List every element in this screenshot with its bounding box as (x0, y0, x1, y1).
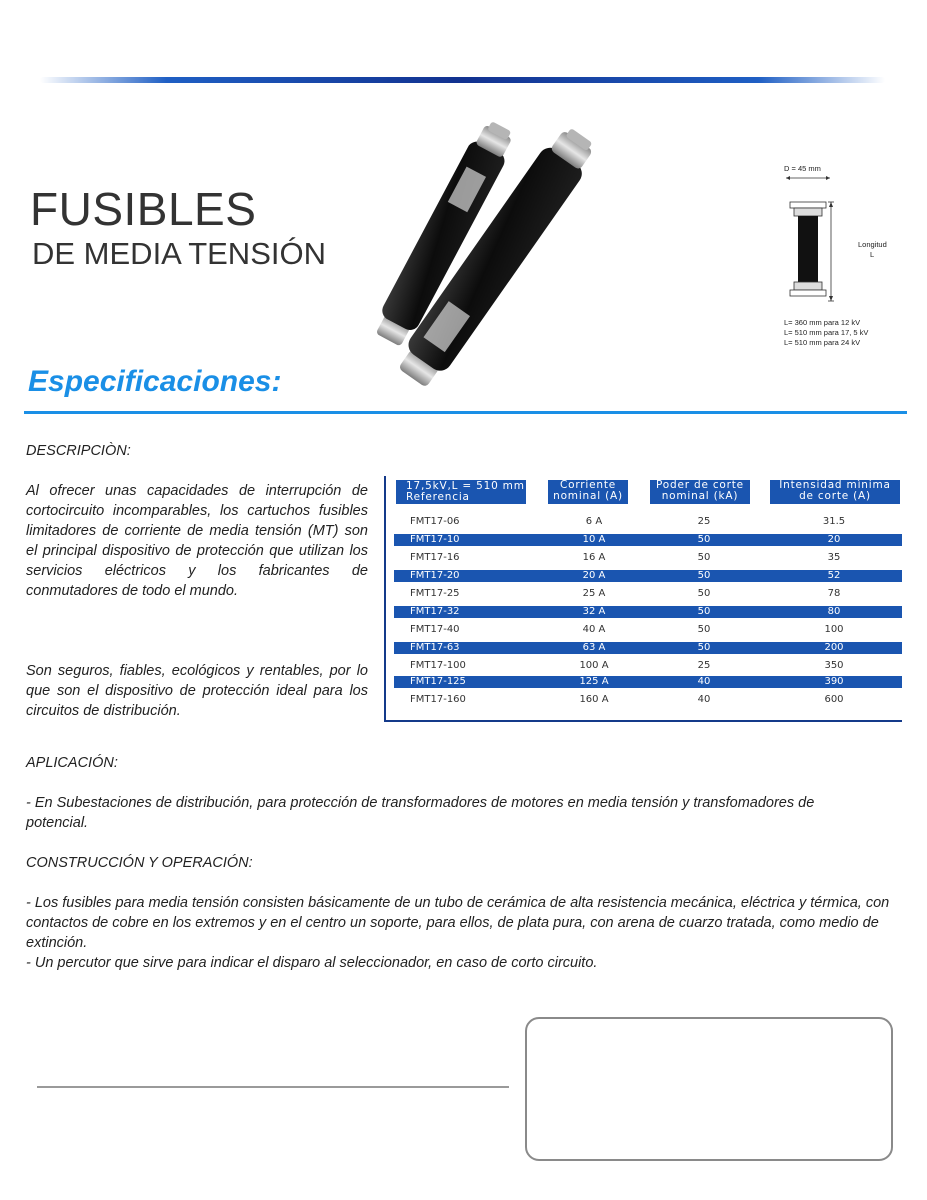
row-current: 160 A (579, 694, 609, 705)
row-reference: FMT17-06 (410, 516, 460, 527)
table-row (394, 534, 902, 546)
row-min-current: 35 (827, 552, 841, 563)
row-breaking: 50 (697, 570, 711, 581)
row-breaking: 50 (697, 642, 711, 653)
table-row (394, 694, 902, 706)
fuse-product-image (360, 100, 760, 390)
row-reference: FMT17-32 (410, 606, 460, 617)
row-current: 40 A (582, 624, 606, 635)
row-breaking: 25 (697, 660, 711, 671)
row-min-current: 390 (824, 676, 844, 687)
table-row (394, 642, 902, 654)
row-min-current: 200 (824, 642, 844, 653)
description-paragraph-1: Al ofrecer unas capacidades de interrupción de cortocircuito incomparables, los cartuchos fusibles limitadores de corriente de media tensión (MT) son el principal dispositivo de protección que utilizan los servicios eléctricos y los fabricantes de conmutadores de todo el mundo. (26, 483, 368, 599)
row-min-current: 78 (827, 588, 841, 599)
footer-box (525, 1017, 893, 1161)
page-subtitle: DE MEDIA TENSIÓN (32, 236, 326, 271)
row-current: 125 A (579, 676, 609, 687)
row-reference: FMT17-20 (410, 570, 460, 581)
row-reference: FMT17-125 (410, 676, 466, 687)
row-current: 20 A (582, 570, 606, 581)
row-reference: FMT17-10 (410, 534, 460, 545)
row-breaking: 50 (697, 534, 711, 545)
header-breaking-capacity: Poder de corte nominal (kA) (650, 480, 750, 504)
row-min-current: 600 (824, 694, 844, 705)
application-heading: APLICACIÓN: (26, 755, 118, 771)
row-reference: FMT17-160 (410, 694, 466, 705)
table-row (394, 588, 902, 600)
construction-text-1: - Los fusibles para media tensión consisten básicamente de un tubo de cerámica de alta resistencia mecánica, eléctrica y térmica, con contactos de cobre en los extremos y en el centro un soporte, para ellos, de plata pura, con arena de cuarzo tratada, como medio de extinción. (26, 895, 890, 951)
construction-text-2: - Un percutor que sirve para indicar el disparo al seleccionador, en caso de corto circuito. (26, 955, 598, 971)
row-current: 6 A (585, 516, 603, 527)
header-reference: 17,5kV,L = 510 mm Referencia (396, 480, 526, 504)
row-reference: FMT17-100 (410, 660, 466, 671)
row-breaking: 40 (697, 676, 711, 687)
section-divider (24, 411, 907, 414)
row-reference: FMT17-16 (410, 552, 460, 563)
row-min-current: 52 (827, 570, 841, 581)
row-breaking: 40 (697, 694, 711, 705)
table-row (394, 570, 902, 582)
row-breaking: 50 (697, 624, 711, 635)
application-text: - En Subestaciones de distribución, para protección de transformadores de motores en media tensión y transfomadores de potencial. (26, 795, 815, 831)
fuse-dimension-diagram (770, 160, 910, 354)
row-current: 25 A (582, 588, 606, 599)
row-breaking: 50 (697, 588, 711, 599)
page-title: FUSIBLES (30, 183, 257, 235)
table-row (394, 552, 902, 564)
construction-heading: CONSTRUCCIÓN Y OPERACIÓN: (26, 855, 253, 871)
table-row (394, 516, 902, 528)
row-current: 10 A (582, 534, 606, 545)
row-current: 32 A (582, 606, 606, 617)
table-row (394, 624, 902, 636)
length-note-17kv: L= 510 mm para 17, 5 kV (784, 328, 869, 337)
row-min-current: 100 (824, 624, 844, 635)
header-gradient-bar (40, 77, 885, 83)
row-breaking: 50 (697, 606, 711, 617)
row-reference: FMT17-63 (410, 642, 460, 653)
section-title: Especificaciones: (28, 365, 282, 398)
table-row (394, 606, 902, 618)
row-min-current: 80 (827, 606, 841, 617)
diameter-label: D = 45 mm (784, 164, 821, 173)
length-note-12kv: L= 360 mm para 12 kV (784, 318, 861, 327)
row-min-current: 31.5 (822, 516, 846, 527)
table-row (394, 676, 902, 688)
length-note-24kv: L= 510 mm para 24 kV (784, 338, 861, 347)
row-min-current: 20 (827, 534, 841, 545)
row-min-current: 350 (824, 660, 844, 671)
spec-table (384, 476, 902, 722)
row-reference: FMT17-25 (410, 588, 460, 599)
row-current: 100 A (579, 660, 609, 671)
row-current: 16 A (582, 552, 606, 563)
length-symbol: L (870, 250, 875, 259)
row-breaking: 50 (697, 552, 711, 563)
row-current: 63 A (582, 642, 606, 653)
construction-text (26, 893, 896, 973)
row-reference: FMT17-40 (410, 624, 460, 635)
header-min-current: Intensidad mìnima de corte (A) (770, 480, 900, 504)
description-heading: DESCRIPCIÒN: (26, 443, 131, 459)
header-current: Corriente nominal (A) (548, 480, 628, 504)
footer-divider (37, 1086, 509, 1088)
row-breaking: 25 (697, 516, 711, 527)
length-label: Longitud (858, 240, 887, 249)
description-paragraph-2: Son seguros, fiables, ecológicos y rentables, por lo que son el dispositivo de protección ideal para los circuitos de distribución. (26, 663, 368, 719)
table-row (394, 660, 902, 672)
